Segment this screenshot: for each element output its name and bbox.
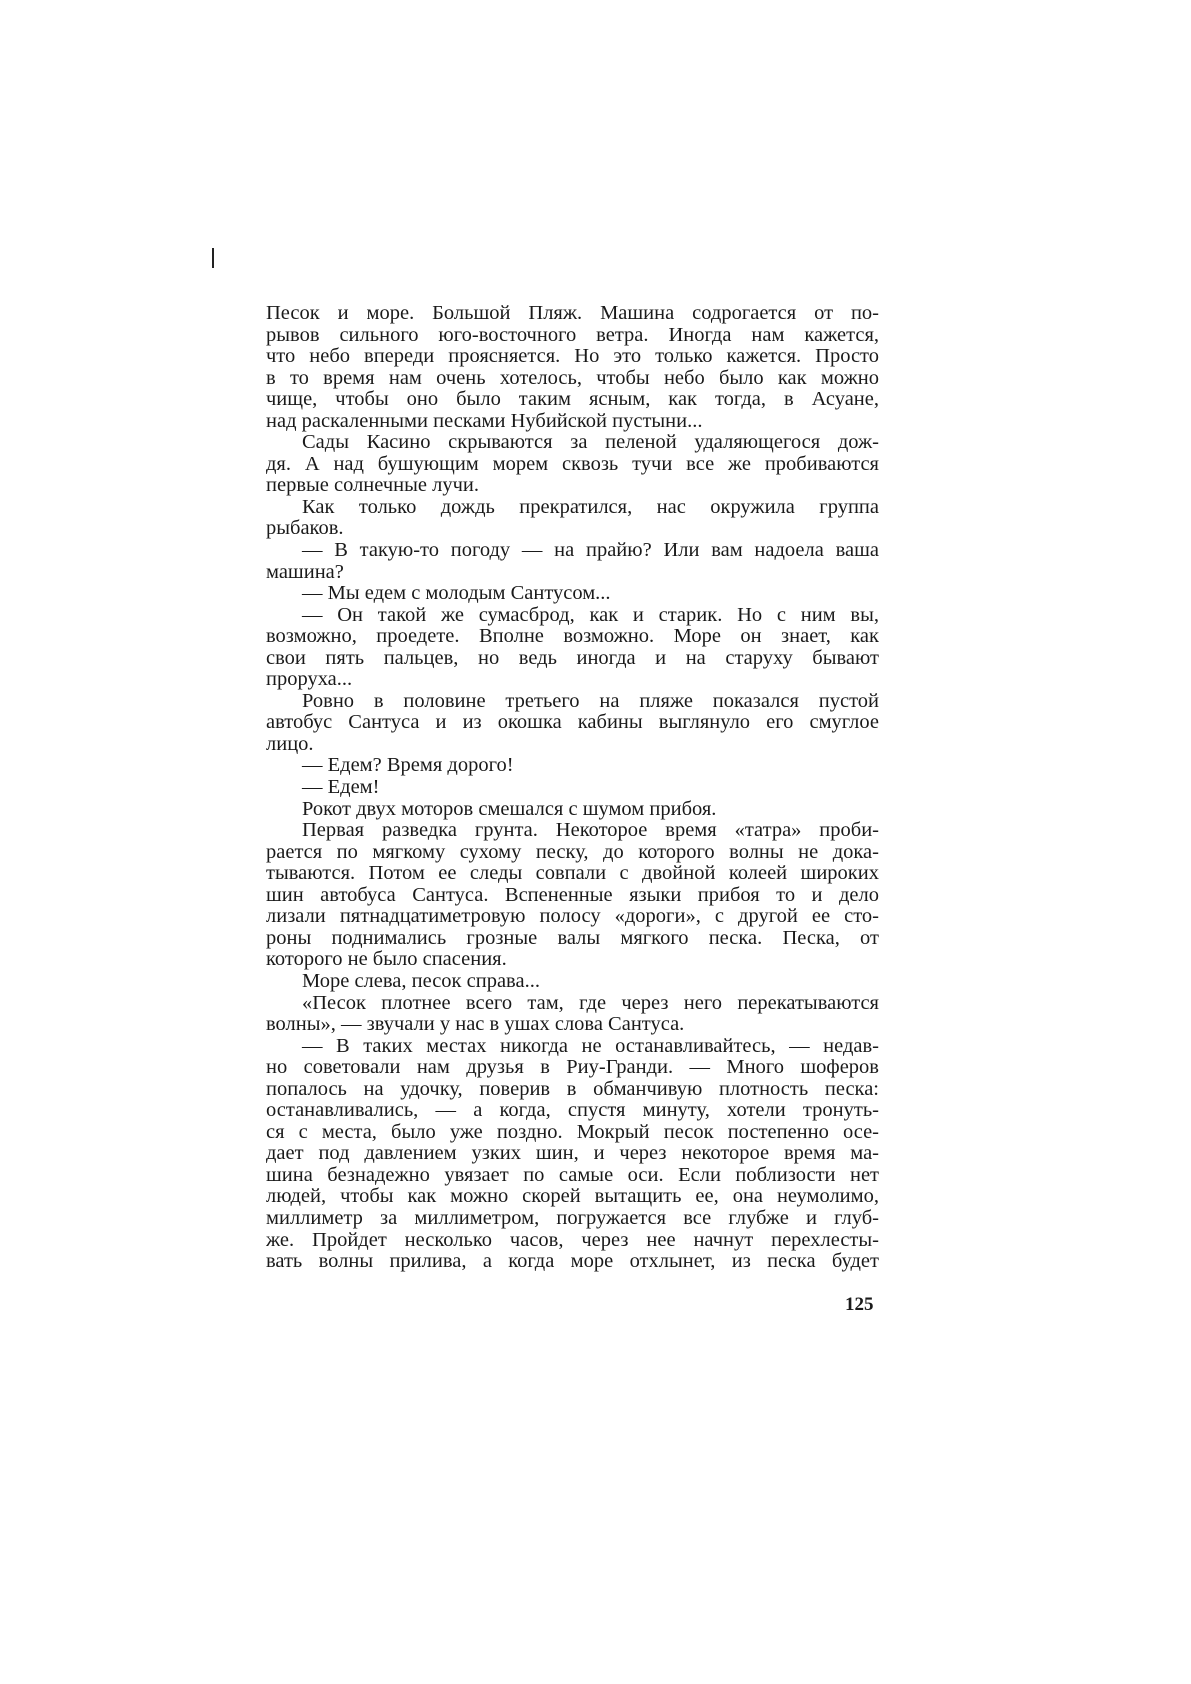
text-line: дает под давлением узких шин, и через некоторое время ма- xyxy=(266,1143,879,1165)
text-line: рывов сильного юго-восточного ветра. Иногда нам кажется, xyxy=(266,324,879,346)
text-line: возможно, проедете. Вполне возможно. Море он знает, как xyxy=(266,626,879,648)
text-line: попалось на удочку, поверив в обманчивую плотность песка: xyxy=(266,1078,879,1100)
text-line: тываются. Потом ее следы совпали с двойной колеей широких xyxy=(266,863,879,885)
text-line: — Мы едем с молодым Сантусом... xyxy=(302,583,611,605)
text-line: Песок и море. Большой Пляж. Машина содрогается от по- xyxy=(266,303,879,324)
text-line: чище, чтобы оно было таким ясным, как тогда, в Асуане, xyxy=(266,389,879,411)
text-line: первые солнечные лучи. xyxy=(266,475,480,497)
text-line: «Песок плотнее всего там, где через него перекатываются xyxy=(302,992,879,1014)
text-line: — Он такой же сумасброд, как и старик. Но с ним вы, xyxy=(302,604,879,626)
text-line: шина безнадежно увязает по самые оси. Если поблизости нет xyxy=(266,1164,879,1186)
text-line: над раскаленными песками Нубийской пустыни... xyxy=(266,410,703,432)
text-line: лизали пятнадцатиметровую полосу «дороги», с другой ее сто- xyxy=(266,906,879,928)
text-line: роны поднимались грозные валы мягкого песка. Песка, от xyxy=(266,927,879,949)
text-line: волны», — звучали у нас в ушах слова Сантуса. xyxy=(266,1014,685,1036)
body-text xyxy=(266,303,879,1273)
text-line: в то время нам очень хотелось, чтобы небо было как можно xyxy=(266,367,879,389)
text-line: вать волны прилива, а когда море отхлынет, из песка будет xyxy=(266,1251,879,1273)
text-line: — Едем! xyxy=(302,777,380,799)
text-line: останавливались, — а когда, спустя минуту, хотели тронуть- xyxy=(266,1100,879,1122)
text-line: что небо впереди проясняется. Но это только кажется. Просто xyxy=(266,346,879,368)
page-number: 125 xyxy=(845,1294,874,1315)
text-line: но советовали нам друзья в Риу-Гранди. — Много шоферов xyxy=(266,1057,879,1079)
text-line: автобус Сантуса и из окошка кабины выглянуло его смуглое xyxy=(266,712,879,734)
text-line: машина? xyxy=(266,561,344,583)
text-line: — В такую-то погоду — на прайю? Или вам надоела ваша xyxy=(302,540,879,562)
text-line: лицо. xyxy=(266,733,314,755)
text-line: Сады Касино скрываются за пеленой удаляющегося дож- xyxy=(302,432,879,454)
text-line: Море слева, песок справа... xyxy=(302,970,540,992)
text-line: же. Пройдет несколько часов, через нее начнут перехлесты- xyxy=(266,1229,879,1251)
text-line: рается по мягкому сухому песку, до которого волны не дока- xyxy=(266,841,879,863)
margin-mark xyxy=(212,248,214,268)
text-line: рыбаков. xyxy=(266,518,344,540)
text-line: ся с места, было уже поздно. Мокрый песок постепенно осе- xyxy=(266,1121,879,1143)
text-line: Как только дождь прекратился, нас окружила группа xyxy=(302,496,879,518)
text-line: которого не было спасения. xyxy=(266,949,507,971)
text-line: дя. А над бушующим морем сквозь тучи все же пробиваются xyxy=(266,453,879,475)
text-line: — В таких местах никогда не останавливайтесь, — недав- xyxy=(302,1035,879,1057)
text-line: миллиметр за миллиметром, погружается все глубже и глуб- xyxy=(266,1207,879,1229)
text-line: Первая разведка грунта. Некоторое время «татра» проби- xyxy=(302,820,879,842)
text-line: шин автобуса Сантуса. Вспененные языки прибоя то и дело xyxy=(266,884,879,906)
text-line: — Едем? Время дорого! xyxy=(302,755,514,777)
text-line: Ровно в половине третьего на пляже показался пустой xyxy=(302,690,879,712)
text-line: свои пять пальцев, но ведь иногда и на старуху бывают xyxy=(266,647,879,669)
text-line: Рокот двух моторов смешался с шумом прибоя. xyxy=(302,798,717,820)
text-line: проруха... xyxy=(266,669,353,691)
text-line: людей, чтобы как можно скорей вытащить ее, она неумолимо, xyxy=(266,1186,879,1208)
